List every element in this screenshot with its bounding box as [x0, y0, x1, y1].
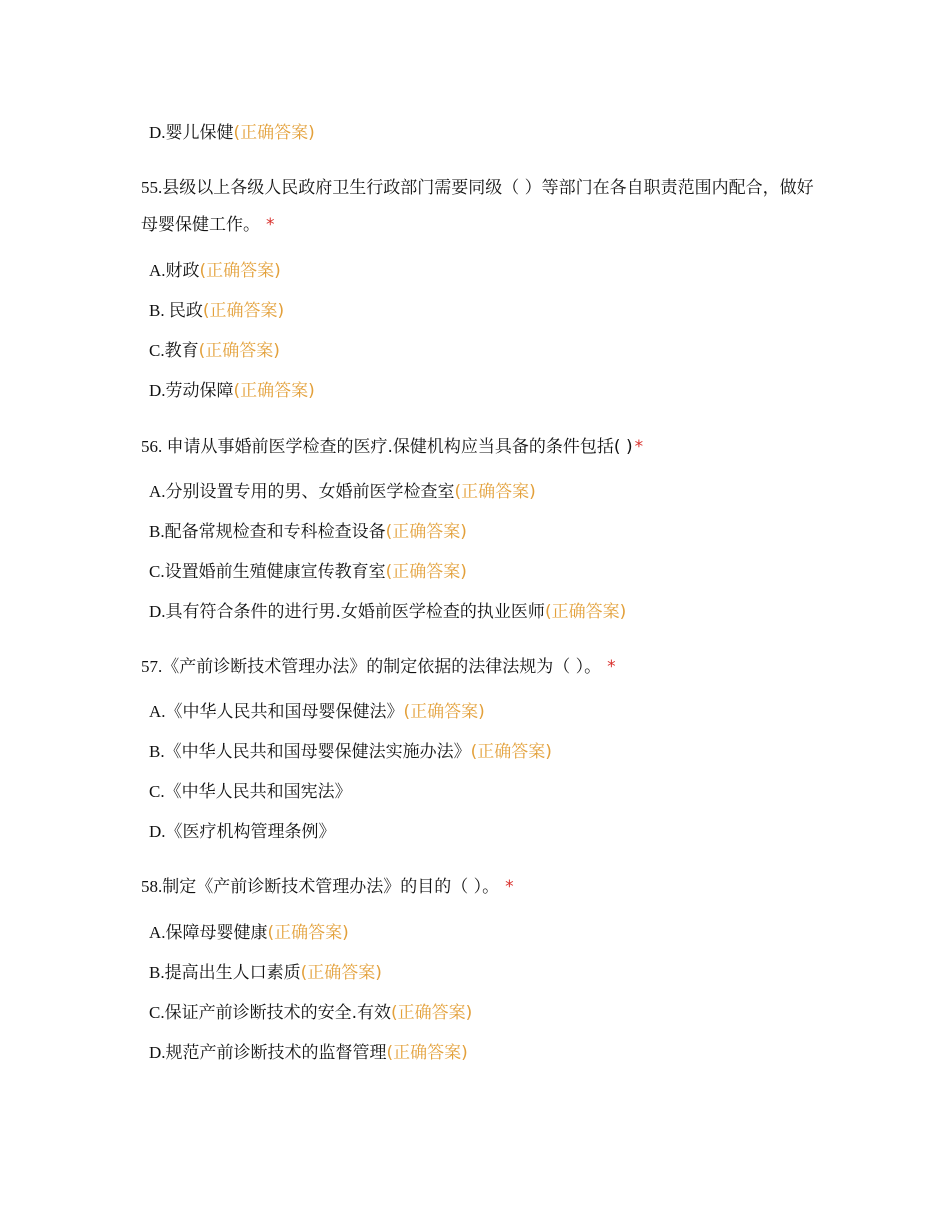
option-55-a	[149, 259, 281, 283]
option-text: 配备常规检查和专科检查设备	[164, 522, 386, 542]
option-58-b	[149, 961, 382, 985]
option-text: 规范产前诊断技术的监督管理	[165, 1043, 387, 1063]
option-text: 提高出生人口素质	[164, 963, 301, 983]
option-58-c	[149, 1001, 472, 1025]
required-marker: *	[266, 215, 275, 235]
question-text: 县级以上各级人民政府卫生行政部门需要同级（ ）等部门在各自职责范围内配合，做好母婴保健工作。	[141, 178, 814, 235]
option-prefix: B.	[149, 742, 165, 761]
option-prefix: D.	[149, 1043, 166, 1062]
option-prefix: C.	[149, 341, 165, 360]
option-prefix: A.	[149, 482, 166, 501]
option-text: 劳动保障	[165, 381, 234, 401]
option-text: 婴儿保健	[165, 123, 234, 143]
option-56-a	[149, 480, 536, 504]
correct-answer-tag: (正确答案)	[391, 1003, 473, 1023]
question-text: 制定《产前诊断技术管理办法》的目的（ ）。	[162, 877, 500, 897]
option-prefix: B.	[149, 522, 165, 541]
option-text: 财政	[165, 261, 200, 281]
option-prefix: C.	[149, 782, 165, 801]
option-56-c	[149, 560, 467, 584]
option-text: 《医疗机构管理条例》	[165, 822, 336, 842]
option-57-a	[149, 700, 485, 724]
option-text: 分别设置专用的男、女婚前医学检查室	[165, 482, 455, 502]
option-text: 民政	[168, 301, 203, 321]
option-text: 教育	[164, 341, 199, 361]
required-marker: *	[505, 877, 514, 897]
option-prefix: C.	[149, 562, 165, 581]
required-marker: *	[634, 437, 644, 457]
option-prefix: A.	[149, 702, 166, 721]
option-58-a	[149, 921, 349, 945]
question-number: 56.	[141, 437, 167, 456]
required-marker: *	[607, 657, 616, 677]
question-55	[141, 169, 821, 244]
correct-answer-tag: (正确答案)	[202, 301, 285, 321]
option-prefix: D.	[149, 123, 166, 142]
correct-answer-tag: (正确答案)	[385, 522, 467, 542]
option-55-d	[149, 379, 315, 403]
option-56-d	[149, 600, 626, 624]
option-prefix: D.	[149, 381, 166, 400]
option-prefix: B.	[149, 301, 169, 320]
option-prefix: D.	[149, 602, 166, 621]
correct-answer-tag: (正确答案)	[386, 1043, 468, 1063]
option-text: 保障母婴健康	[165, 923, 268, 943]
option-prefix: C.	[149, 1003, 165, 1022]
question-56	[141, 428, 821, 466]
question-number: 58.	[141, 877, 163, 896]
correct-answer-tag: (正确答案)	[233, 381, 315, 401]
option-text: 《中华人民共和国母婴保健法》	[165, 702, 404, 722]
correct-answer-tag: (正确答案)	[300, 963, 382, 983]
question-text: 申请从事婚前医学检查的医疗.保健机构应当具备的条件包括( )	[166, 437, 633, 457]
correct-answer-tag: (正确答案)	[233, 123, 315, 143]
correct-answer-tag: (正确答案)	[198, 341, 280, 361]
option-prefix: A.	[149, 261, 166, 280]
option-57-b	[149, 740, 552, 764]
option-prefix: A.	[149, 923, 166, 942]
correct-answer-tag: (正确答案)	[267, 923, 349, 943]
question-58	[141, 868, 821, 906]
correct-answer-tag: (正确答案)	[544, 602, 627, 622]
correct-answer-tag: (正确答案)	[385, 562, 467, 582]
option-text: 《中华人民共和国宪法》	[164, 782, 352, 802]
option-57-c	[149, 780, 352, 804]
question-text: 《产前诊断技术管理办法》的制定依据的法律法规为（ ）。	[162, 657, 602, 677]
option-text: 保证产前诊断技术的安全.有效	[164, 1003, 391, 1023]
correct-answer-tag: (正确答案)	[403, 702, 485, 722]
option-57-d	[149, 820, 336, 844]
option-text: 《中华人民共和国母婴保健法实施办法》	[164, 742, 471, 762]
option-prefix: B.	[149, 963, 165, 982]
question-57	[141, 648, 821, 686]
option-55-b	[149, 299, 284, 323]
question-number: 57.	[141, 657, 163, 676]
option-58-d	[149, 1041, 468, 1065]
question-number: 55.	[141, 178, 163, 197]
option-54-d	[149, 121, 315, 145]
option-56-b	[149, 520, 467, 544]
option-text: 设置婚前生殖健康宣传教育室	[164, 562, 386, 582]
correct-answer-tag: (正确答案)	[199, 261, 281, 281]
option-55-c	[149, 339, 280, 363]
option-prefix: D.	[149, 822, 166, 841]
correct-answer-tag: (正确答案)	[470, 742, 552, 762]
correct-answer-tag: (正确答案)	[454, 482, 536, 502]
option-text: 具有符合条件的进行男.女婚前医学检查的执业医师	[165, 602, 545, 622]
